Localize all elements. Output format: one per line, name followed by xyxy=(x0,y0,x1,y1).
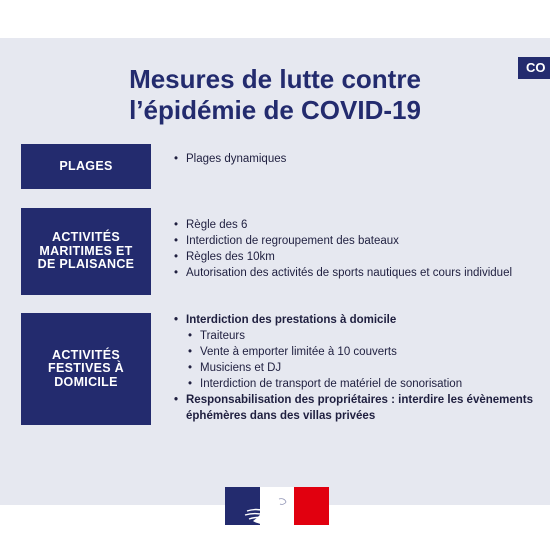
list-item: • Règle des 6 xyxy=(174,217,512,233)
marianne-icon xyxy=(225,487,329,525)
list-item: • Interdiction des prestations à domicile xyxy=(174,312,536,328)
section-items-maritimes xyxy=(174,217,512,281)
list-item: • Autorisation des activités de sports nautiques et cours individuel xyxy=(174,265,512,281)
section-label-festives xyxy=(21,313,151,425)
section-label-plages xyxy=(21,144,151,189)
section-label-line: ACTIVITÉS xyxy=(52,347,120,362)
list-item-sub: • Traiteurs xyxy=(174,328,536,344)
list-item: • Règles des 10km xyxy=(174,249,512,265)
list-item: • Plages dynamiques xyxy=(174,151,286,167)
list-item-sub: • Vente à emporter limitée à 10 couverts xyxy=(174,344,536,360)
section-label-maritimes xyxy=(21,208,151,295)
section-label-line: DE PLAISANCE xyxy=(37,257,135,272)
title-line-2: l’épidémie de COVID-19 xyxy=(129,95,421,125)
list-item: • Responsabilisation des propriétaires : interdire les évènements éphémères dans des villas privées xyxy=(174,392,536,424)
section-label-line: ACTIVITÉS xyxy=(52,230,120,245)
page-title xyxy=(0,64,550,126)
section-label-line: MARITIMES ET xyxy=(39,243,133,258)
republique-francaise-logo xyxy=(225,487,329,525)
title-line-1: Mesures de lutte contre xyxy=(129,64,421,94)
section-items-plages xyxy=(174,151,286,167)
list-item-sub: • Interdiction de transport de matériel de sonorisation xyxy=(174,376,536,392)
list-item-sub: • Musiciens et DJ xyxy=(174,360,536,376)
corner-tag: CO xyxy=(518,57,550,79)
section-items-festives xyxy=(174,312,536,424)
list-item: • Interdiction de regroupement des bateaux xyxy=(174,233,512,249)
section-label-line: DOMICILE xyxy=(54,374,118,389)
section-label-line: FESTIVES À xyxy=(48,361,124,376)
section-label-line: PLAGES xyxy=(59,158,113,173)
